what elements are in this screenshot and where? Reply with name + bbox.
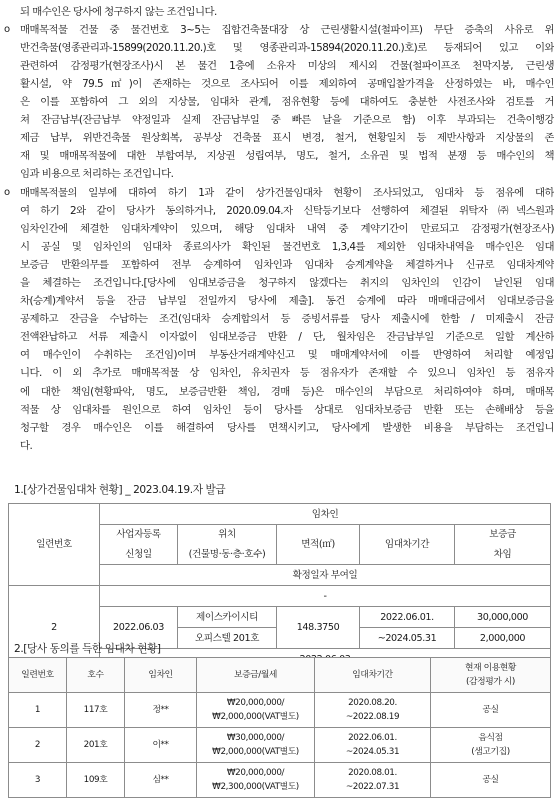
t2-serial: 3 — [9, 763, 67, 798]
header-serial: 일련번호 — [9, 504, 100, 586]
t2-tenant: 정** — [125, 693, 197, 728]
t2-unit: 117호 — [67, 693, 125, 728]
t2-period-start: 2020.08.20. — [348, 698, 397, 708]
row-area: 148.3750 — [277, 607, 360, 649]
t2-usage — [431, 728, 551, 763]
paragraph-line: 매매목적물의 일부에 대하여 하기 1과 같이 상가건물임대차 현황이 조사되었고, 임대차 등 점유에 대하 — [20, 187, 554, 199]
table-row — [9, 763, 551, 798]
paragraph-line: 임과 비용으로 처리하는 조건입니다. — [20, 168, 174, 181]
row-deposit: 30,000,000 — [455, 607, 551, 628]
t2-header-deposit-rent: 보증금/월세 — [197, 658, 315, 693]
t2-header-unit: 호수 — [67, 658, 125, 693]
bullet-marker: o — [4, 24, 11, 35]
paragraph-lease-succession — [20, 184, 554, 455]
paragraph-line: 활시설, 약 79.5㎡)이 존재하는 것으로 조사되어 이를 제외하여 공매입찰가격을 산정하였는 바, 매수인 — [20, 78, 554, 91]
header-rent-label: 차임 — [493, 549, 512, 560]
paragraph-line: 반건축물(영종관리과-15899(2020.11.20.)호 및 영종관리과-15894(2020.11.20.)호)로 등재되어 있고 이와 — [20, 42, 554, 55]
t2-usage — [431, 763, 551, 798]
paragraph-line: 전액완납하고 서류 제출시 이자없이 임대보증금 반환 / 단, 월차임은 잔금납부일 기준으로 일할 계산하 — [20, 331, 554, 344]
t2-usage-line1: 음식점 — [478, 733, 503, 743]
bullet-marker: o — [4, 187, 11, 198]
t2-rent: ₩2,300,000(VAT별도) — [212, 782, 299, 792]
t2-header-usage-line2: (감정평가 시) — [466, 677, 515, 687]
t2-period-end: ~2024.05.31 — [345, 747, 400, 757]
header-area: 면적(㎡) — [277, 525, 360, 565]
paragraph-line: 쳐 잔금납부(잔금납부 약정일과 실제 잔금납부일 중 빠른 날을 기준으로 함) 이후 부과되는 건축이행강 — [20, 114, 554, 127]
header-deposit-rent — [455, 525, 551, 565]
header-location-label: 위치 — [218, 529, 236, 540]
header-fixed-date: 확정일자 부여일 — [100, 565, 551, 586]
t2-money — [197, 693, 315, 728]
t2-deposit: ₩30,000,000/ — [226, 733, 285, 743]
paragraph-line: 니다. 이 외 추가로 매매목적물 상 임차인, 유치권자 등 점유자가 존재할 수 있으니 임차인 등 점유자 — [20, 367, 554, 380]
paragraph-line: 을 체결하는 조건입니다.[당사에 임대보증금을 청구하지 않겠다는 취지의 임차인의 인감이 날인된 임대 — [20, 277, 554, 290]
t2-usage-line1: 공실 — [482, 705, 499, 715]
t2-period-end: ~2022.07.31 — [345, 782, 400, 792]
row-dash: - — [100, 586, 551, 607]
row-rent: 2,000,000 — [455, 628, 551, 649]
row-location-line2: 오피스텔 201호 — [178, 628, 277, 649]
header-registrant — [100, 525, 178, 565]
paragraph-line: 여 하기 2와 같이 당사가 동의하거나, 2020.09.04.자 신탁등기보다 선행하여 체결된 위탁자 ㈜넥스원과 — [20, 205, 554, 218]
paragraph-line: 관련하여 감정평가(현장조사)시 본 물건 1층에 소유자 미상의 제시외 건물(철파이프조 천막지붕, 근린생 — [20, 60, 554, 73]
paragraph-line: 은 이를 포함하여 그 외의 지상물, 임대차 관계, 점유현황 등에 대하여도 충분한 사전조사와 검토를 거 — [20, 96, 554, 109]
paragraph-line: 시 공실 및 임차인의 임대차 종료의사가 확인된 물건번호 1,3,4를 제외한 임대차내역을 매수인은 임대 — [20, 241, 554, 254]
paragraph-line: 되 매수인은 당사에 청구하지 않는 조건입니다. — [20, 6, 217, 18]
section1-heading: 1.[상가건물임대차 현황] _ 2023.04.19.자 발급 — [14, 484, 226, 496]
t2-period — [315, 763, 431, 798]
t2-header-usage-line1: 현재 이용현황 — [465, 663, 516, 673]
paragraph-line: 여 매수인이 수취하는 조건임)이며 부동산거래계약신고 및 매매계약서에 이를 반영하여 처리할 예정입 — [20, 349, 554, 362]
t2-unit: 109호 — [67, 763, 125, 798]
paragraph-line: 공제하고 잔금을 수납하는 조건(임대차 승계합의서 등 증빙서류를 당사 제출시에 한함 / 미제출시 잔금 — [20, 313, 554, 326]
row-period-line1: 2022.06.01. — [360, 607, 455, 628]
paragraph-illegal-building — [20, 21, 554, 183]
t2-tenant: 심** — [125, 763, 197, 798]
paragraph-line: 다. — [20, 439, 33, 452]
table-row — [9, 728, 551, 763]
section2-heading: 2.[당사 동의를 득한 임대차 현황] — [14, 643, 161, 655]
row-serial: 2 — [9, 586, 100, 670]
t2-rent: ₩2,000,000(VAT별도) — [212, 712, 299, 722]
t2-money — [197, 728, 315, 763]
t2-usage-line1: 공실 — [482, 775, 499, 785]
t2-period-start: 2022.06.01. — [348, 733, 397, 743]
paragraph-line: 임차인간에 체결한 임대차계약이 있으며, 해당 임대차 내역 중 계약기간이 만료되고 감정평가(현장조사) — [20, 223, 554, 236]
t2-unit: 201호 — [67, 728, 125, 763]
paragraph-line: 보증금 반환의무를 포함하여 전부 승계하여 임차인과 임대차 승계계약을 체결하거나 신규로 임대차계약 — [20, 259, 554, 272]
t2-period — [315, 728, 431, 763]
paragraph-line: 차(승계)계약서 등을 잔금 납부일 전일까지 당사에 제출]. 동건 승계에 따라 매매대금에서 임대보증금을 — [20, 295, 554, 308]
header-registrant-label: 사업자등록 — [116, 529, 161, 540]
t2-deposit: ₩20,000,000/ — [226, 698, 285, 708]
paragraph-line: 제금 납부, 위반건축물 원상회복, 공부상 건축물 표시 변경, 철거, 현황일치 등 제반사항과 지상물의 존 — [20, 132, 554, 145]
t2-period-end: ~2022.08.19 — [345, 712, 400, 722]
header-location — [178, 525, 277, 565]
paragraph-continuation — [20, 3, 554, 21]
header-reg-date-label: 신청일 — [125, 549, 152, 560]
header-location-sub-label: (건물명·동·층·호수) — [188, 549, 266, 560]
t2-tenant: 이** — [125, 728, 197, 763]
t2-header-period: 임대차기간 — [315, 658, 431, 693]
row-location-line1: 제이스카이시티 — [178, 607, 277, 628]
t2-usage — [431, 693, 551, 728]
header-period: 임대차기간 — [360, 525, 455, 565]
t2-rent: ₩2,000,000(VAT별도) — [212, 747, 299, 757]
header-deposit-label: 보증금 — [489, 529, 516, 540]
paragraph-line: 매매목적물 건물 중 물건번호 3~5는 집합건축물대장 상 근린생활시설(철파이프) 무단 증축의 사유로 위 — [20, 24, 554, 36]
consented-lease-table — [8, 657, 551, 798]
t2-period — [315, 693, 431, 728]
t2-header-tenant: 임차인 — [125, 658, 197, 693]
t2-usage-line2: (샘고기집) — [471, 747, 510, 757]
paragraph-line: 적물 상 임대차를 원인으로 하여 임차인 등이 당사를 상대로 임대차보증금 반환 또는 손해배상 등을 — [20, 403, 554, 416]
t2-period-start: 2020.08.01. — [348, 768, 397, 778]
paragraph-line: 에 대한 책임(현황파악, 명도, 보증금반환 책임, 경매 등)은 매수인의 부담으로 처리하여야 하며, 매매목 — [20, 385, 554, 398]
t2-deposit: ₩20,000,000/ — [226, 768, 285, 778]
t2-header-usage — [431, 658, 551, 693]
row-period-line2: ~2024.05.31 — [360, 628, 455, 649]
t2-money — [197, 763, 315, 798]
t2-serial: 2 — [9, 728, 67, 763]
header-tenant: 임차인 — [100, 504, 551, 525]
t2-serial: 1 — [9, 693, 67, 728]
t2-header-serial: 일련번호 — [9, 658, 67, 693]
row-reg-date: 2022.06.03 — [100, 607, 178, 649]
table-row — [9, 693, 551, 728]
paragraph-line: 재 및 매매목적물에 대한 부합여부, 지상권 성립여부, 명도, 철거, 소유권 및 법적 분쟁 등 매수인의 책 — [20, 150, 554, 163]
paragraph-line: 청구할 경우 매수인은 이를 해결하여 당사를 면책시키고, 당사에게 발생한 비용을 부담하는 조건입니 — [20, 421, 554, 434]
